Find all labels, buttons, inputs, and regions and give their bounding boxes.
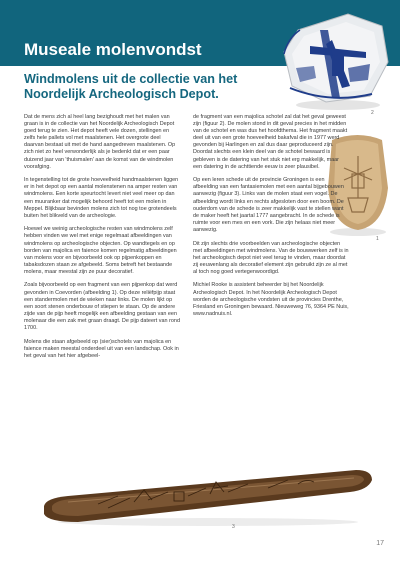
page-number: 17	[376, 540, 384, 547]
paragraph: Dit zijn slechts drie voorbeelden van archeologische objecten met afbeeldingen met windmolens. Van de bouwwerken zelf is in het archeologisch depot niet veel terug te vinden, maar doordat zij eeuwenlang als decoratief element zijn gebruikt zijn ze al met al toch nog goed vertegenwoordigd.	[193, 240, 349, 275]
paragraph: Zoals bijvoorbeeld op een fragment van een pijpenkop dat werd gevonden in Coevorden (afbeelding 1). Op deze reliëfpijp staat een standermolen met de wieken naar links. De molen lijkt op een soort stenen onderbouw of stiepen te staan. Op de andere zijde van de pijp heeft mogelijk een afbeelding gestaan van een molenaar die een zak met graan draagt. De pijp dateert van rond 1700.	[24, 282, 180, 332]
paragraph: In tegenstelling tot de grote hoeveelheid handmaalstenen liggen er in het depot op een aantal molenstenen na amper resten van windmolens. Een korte speurtocht levert niet veel meer op dan een muuranker dat mogelijk behoord heeft tot een molen in Meppel. Blijkbaar bevinden molens zich tot nog toe grotendeels buiten het blikveld van de archeologie.	[24, 177, 179, 219]
paragraph: Molens die staan afgebeeld op (sier)schotels van majolica en faience maken meestal onderdeel uit van een landschap. Ook in het geval van het hier afgebeel-	[24, 338, 179, 359]
page-title: Museale molenvondst	[24, 40, 202, 59]
paragraph: Michiel Rooke is assistent beheerder bij het Noordelijk Archeologisch Depot. In het Noordelijk Archeologisch Depot worden de archeologische vondsten uit de provincies Drenthe, Friesland en Groningen bewaard. Nieuweweg 76, 9364 PE Nuis, www.nadnuis.nl.	[193, 282, 349, 317]
figure-sheath-number: 3	[232, 524, 235, 530]
figure-leather-sheath	[38, 466, 378, 536]
paragraph: de fragment van een majolica schotel zal dat het geval geweest zijn (figuur 2). De molen stond in dit geval precies in het midden van de schotel en was dus het hoofdthema. Het fragment maakt deel uit van een grote hoeveelheid bakafval die in 1977 werd gevonden bij Harlingen en zal dus daar geproduceerd zijn. Doordat slechts een klein deel van de schotel bewaard is gebleven is de datering van het stuk niet erg makkelijk, maar een datering in de achttiende eeuw is zeer plausibel.	[193, 114, 348, 170]
paragraph: Dat de mens zich al heel lang bezighoudt met het malen van graan is in de collectie van het Noordelijk Archeologisch Depot goed terug te zien. Het depot heeft vele dozen, stellingen en zelfs hele pallets vol met maalstenen. Het overgrote deel daarvan bestaat uit met de hand aangedreven maalstenen. Op zich niet zo heel verwonderlijk als je bedenkt dat er een paar duizend jaar van 'thuismalen' aan de komst van de windmolen voorafging.	[24, 114, 176, 170]
figure-plate-fragment	[270, 8, 394, 112]
figure-plate-number: 2	[371, 110, 374, 116]
paragraph: Op een leren schede uit de provincie Groningen is een afbeelding van een fantasiemolen met een aantal bijgebouwen aanwezig (figuur 3). Links van de molen staat een vogel. De afbeelding wordt links en rechts afgesloten door een boom. De ouderdom van de schede is zeer makkelijk vast te stellen want de maker heeft het jaartal 1777 aangebracht. In de schede is ruimte voor een mes en een vork. Die zijn helaas niet meer aanwezig.	[193, 177, 344, 233]
leather-sheath-image	[38, 466, 378, 536]
paragraph: Hoewel we weinig archeologische resten van windmolens zelf hebben vinden we wel met enige regelmaat afbeeldingen van windmolens op archeologische objecten. Op wandtegels en op borden van majolica en faience komen regelmatig afbeeldingen van molens voor en bijvoorbeeld ook op pijpenkoppen en tabaksdozen staan ze afgebeeld. Soms betreft het bestaande molens, maar meestal zijn ze puur decoratief.	[24, 226, 177, 275]
text-column-right	[193, 114, 349, 324]
plate-fragment-image	[270, 8, 394, 112]
figure-pipe-number: 1	[376, 236, 379, 242]
page-subtitle: Windmolens uit de collectie van het Noordelijk Archeologisch Depot.	[24, 72, 238, 101]
text-column-left	[24, 114, 180, 366]
